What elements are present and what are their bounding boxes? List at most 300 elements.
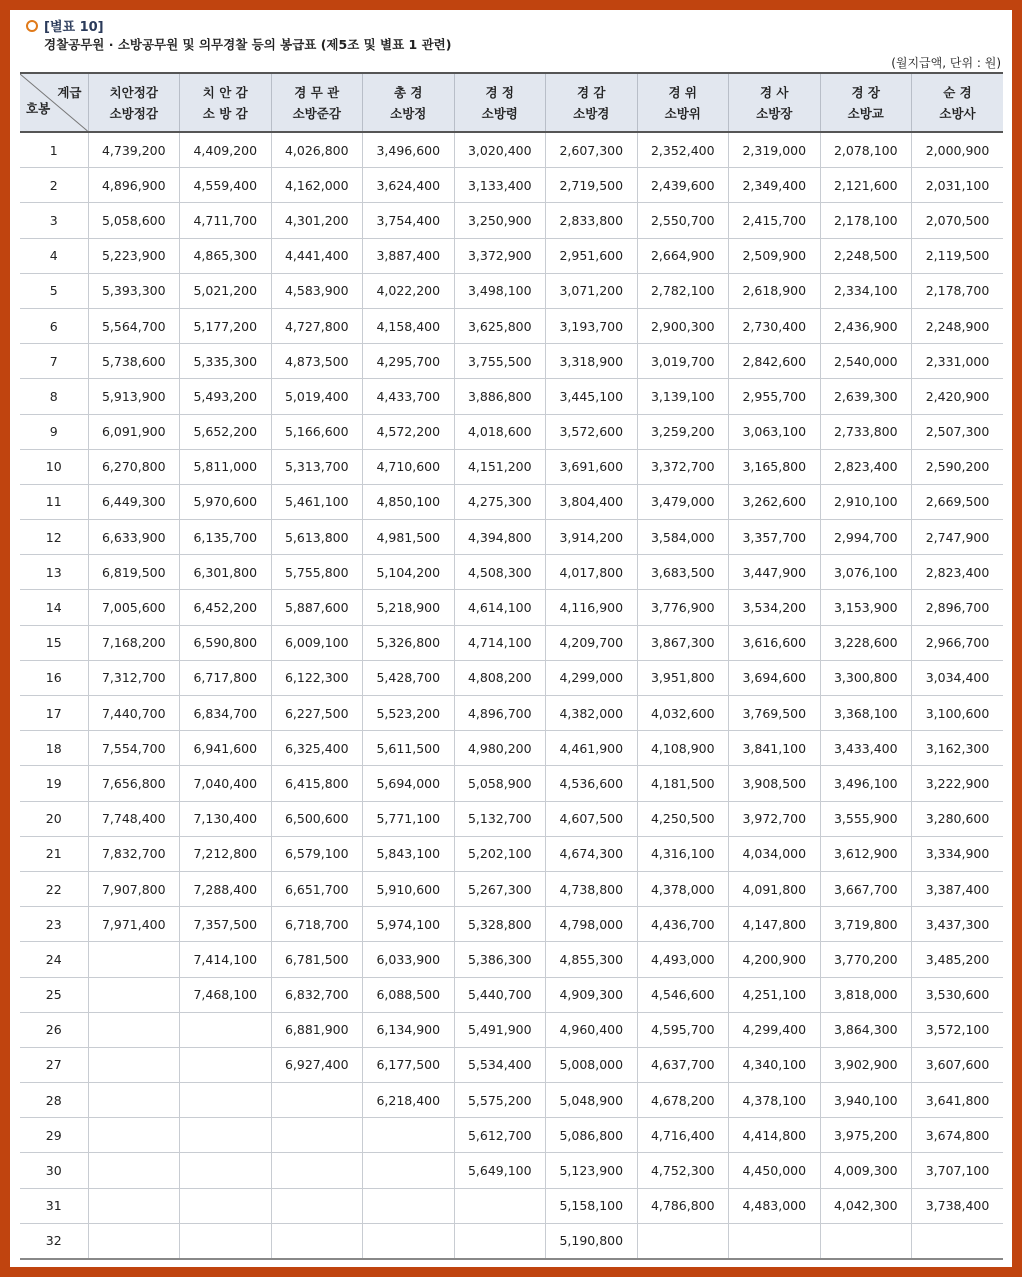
salary-cell (88, 977, 180, 1012)
table-row (20, 1083, 1003, 1118)
salary-cell: 2,248,900 (912, 308, 1004, 343)
salary-cell: 6,301,800 (180, 555, 272, 590)
table-row (20, 660, 1003, 695)
salary-cell: 2,507,300 (912, 414, 1004, 449)
salary-cell: 3,222,900 (912, 766, 1004, 801)
salary-cell: 7,005,600 (88, 590, 180, 625)
salary-cell: 2,833,800 (546, 203, 638, 238)
salary-cell: 6,633,900 (88, 520, 180, 555)
salary-cell (88, 1118, 180, 1153)
table-row (20, 484, 1003, 519)
salary-cell: 4,583,900 (271, 273, 363, 308)
salary-cell (637, 1223, 729, 1259)
salary-cell: 3,496,600 (363, 132, 455, 168)
salary-cell: 6,218,400 (363, 1083, 455, 1118)
salary-cell (180, 1188, 272, 1223)
salary-cell: 4,441,400 (271, 238, 363, 273)
salary-cell: 5,491,900 (454, 1012, 546, 1047)
column-header-fire-rank: 소방교 (847, 105, 884, 121)
salary-cell: 6,590,800 (180, 625, 272, 660)
salary-cell: 3,334,900 (912, 836, 1004, 871)
salary-cell: 3,280,600 (912, 801, 1004, 836)
salary-cell: 3,719,800 (820, 907, 912, 942)
salary-cell: 3,318,900 (546, 344, 638, 379)
salary-cell: 3,691,600 (546, 449, 638, 484)
salary-cell: 4,739,200 (88, 132, 180, 168)
salary-cell: 5,058,600 (88, 203, 180, 238)
salary-cell: 2,823,400 (820, 449, 912, 484)
salary-cell: 2,352,400 (637, 132, 729, 168)
salary-cell: 3,034,400 (912, 660, 1004, 695)
step-cell: 18 (20, 731, 88, 766)
salary-cell: 3,674,800 (912, 1118, 1004, 1153)
column-header-police-rank: 경 사 (759, 84, 789, 100)
salary-cell: 4,158,400 (363, 308, 455, 343)
salary-cell: 7,414,100 (180, 942, 272, 977)
salary-cell: 4,786,800 (637, 1188, 729, 1223)
salary-cell: 2,618,900 (729, 273, 821, 308)
salary-cell: 4,572,200 (363, 414, 455, 449)
salary-cell: 2,178,700 (912, 273, 1004, 308)
salary-cell: 3,625,800 (454, 308, 546, 343)
step-cell: 12 (20, 520, 88, 555)
salary-cell: 6,135,700 (180, 520, 272, 555)
salary-cell: 3,262,600 (729, 484, 821, 519)
table-row (20, 731, 1003, 766)
step-cell: 13 (20, 555, 88, 590)
column-header-police-rank: 경 무 관 (294, 84, 340, 100)
salary-cell (88, 1153, 180, 1188)
salary-cell: 3,902,900 (820, 1047, 912, 1082)
salary-cell: 7,288,400 (180, 871, 272, 906)
salary-cell: 4,108,900 (637, 731, 729, 766)
salary-cell: 3,776,900 (637, 590, 729, 625)
salary-cell: 3,228,600 (820, 625, 912, 660)
salary-cell: 6,177,500 (363, 1047, 455, 1082)
salary-cell: 5,461,100 (271, 484, 363, 519)
salary-cell: 7,468,100 (180, 977, 272, 1012)
table-row (20, 414, 1003, 449)
table-row (20, 449, 1003, 484)
table-row (20, 696, 1003, 731)
salary-cell: 3,153,900 (820, 590, 912, 625)
salary-cell: 2,782,100 (637, 273, 729, 308)
salary-cell: 4,147,800 (729, 907, 821, 942)
salary-cell: 3,259,200 (637, 414, 729, 449)
salary-cell: 4,250,500 (637, 801, 729, 836)
salary-cell: 3,572,100 (912, 1012, 1004, 1047)
salary-cell: 3,387,400 (912, 871, 1004, 906)
salary-cell: 7,554,700 (88, 731, 180, 766)
column-header-police-rank: 치 안 감 (202, 84, 248, 100)
salary-cell (180, 1047, 272, 1082)
salary-cell (454, 1188, 546, 1223)
salary-cell (271, 1188, 363, 1223)
step-cell: 8 (20, 379, 88, 414)
salary-cell (180, 1118, 272, 1153)
step-cell: 22 (20, 871, 88, 906)
column-header (637, 73, 729, 132)
salary-cell: 5,021,200 (180, 273, 272, 308)
salary-cell: 5,564,700 (88, 308, 180, 343)
salary-cell: 4,981,500 (363, 520, 455, 555)
table-row (20, 238, 1003, 273)
salary-cell: 2,955,700 (729, 379, 821, 414)
salary-cell: 4,714,100 (454, 625, 546, 660)
table-row (20, 308, 1003, 343)
salary-cell: 5,123,900 (546, 1153, 638, 1188)
step-cell: 25 (20, 977, 88, 1012)
step-cell: 29 (20, 1118, 88, 1153)
salary-cell: 2,420,900 (912, 379, 1004, 414)
salary-cell (271, 1083, 363, 1118)
salary-cell: 3,019,700 (637, 344, 729, 379)
salary-cell: 4,299,400 (729, 1012, 821, 1047)
salary-cell: 5,158,100 (546, 1188, 638, 1223)
salary-cell: 5,086,800 (546, 1118, 638, 1153)
salary-cell: 3,368,100 (820, 696, 912, 731)
salary-cell: 5,058,900 (454, 766, 546, 801)
salary-cell: 4,450,000 (729, 1153, 821, 1188)
salary-cell: 5,649,100 (454, 1153, 546, 1188)
table-row (20, 168, 1003, 203)
salary-cell (180, 1012, 272, 1047)
salary-cell: 4,295,700 (363, 344, 455, 379)
salary-cell: 4,508,300 (454, 555, 546, 590)
salary-cell: 2,550,700 (637, 203, 729, 238)
salary-cell: 4,378,000 (637, 871, 729, 906)
table-row (20, 836, 1003, 871)
salary-cell: 4,738,800 (546, 871, 638, 906)
table-row (20, 203, 1003, 238)
column-header-police-rank: 총 경 (393, 84, 423, 100)
salary-cell (180, 1083, 272, 1118)
salary-cell: 7,656,800 (88, 766, 180, 801)
salary-cell: 3,372,700 (637, 449, 729, 484)
column-header (454, 73, 546, 132)
salary-cell: 4,716,400 (637, 1118, 729, 1153)
column-header-police-rank: 경 위 (668, 84, 697, 100)
salary-cell (912, 1223, 1004, 1259)
salary-cell: 4,378,100 (729, 1083, 821, 1118)
step-cell: 2 (20, 168, 88, 203)
salary-cell: 5,048,900 (546, 1083, 638, 1118)
table-row (20, 625, 1003, 660)
salary-cell (88, 1012, 180, 1047)
salary-cell (271, 1223, 363, 1259)
salary-cell (88, 1223, 180, 1259)
salary-cell: 3,683,500 (637, 555, 729, 590)
column-header (820, 73, 912, 132)
step-cell: 17 (20, 696, 88, 731)
salary-cell: 4,275,300 (454, 484, 546, 519)
salary-cell: 7,212,800 (180, 836, 272, 871)
salary-cell: 4,042,300 (820, 1188, 912, 1223)
salary-cell: 4,034,000 (729, 836, 821, 871)
step-cell: 15 (20, 625, 88, 660)
header-row (20, 73, 1003, 132)
salary-cell: 3,076,100 (820, 555, 912, 590)
salary-cell: 4,316,100 (637, 836, 729, 871)
salary-cell: 4,614,100 (454, 590, 546, 625)
salary-cell: 4,299,000 (546, 660, 638, 695)
step-cell: 32 (20, 1223, 88, 1259)
column-header-police-rank: 경 장 (851, 84, 880, 100)
salary-cell: 5,970,600 (180, 484, 272, 519)
table-row (20, 1118, 1003, 1153)
document-page (10, 10, 1012, 1267)
salary-cell: 3,707,100 (912, 1153, 1004, 1188)
step-cell: 19 (20, 766, 88, 801)
salary-cell: 5,694,000 (363, 766, 455, 801)
salary-cell: 7,748,400 (88, 801, 180, 836)
salary-cell: 2,178,100 (820, 203, 912, 238)
table-row (20, 1012, 1003, 1047)
salary-cell: 4,678,200 (637, 1083, 729, 1118)
salary-cell (363, 1153, 455, 1188)
salary-cell: 6,325,400 (271, 731, 363, 766)
salary-cell: 3,447,900 (729, 555, 821, 590)
salary-cell: 5,267,300 (454, 871, 546, 906)
salary-cell: 5,440,700 (454, 977, 546, 1012)
salary-cell: 4,798,000 (546, 907, 638, 942)
salary-cell: 4,808,200 (454, 660, 546, 695)
salary-cell: 2,415,700 (729, 203, 821, 238)
column-header (88, 73, 180, 132)
salary-cell: 3,607,600 (912, 1047, 1004, 1082)
salary-cell: 4,559,400 (180, 168, 272, 203)
salary-cell: 5,611,500 (363, 731, 455, 766)
salary-cell: 3,641,800 (912, 1083, 1004, 1118)
column-header-fire-rank: 소방준감 (292, 105, 341, 121)
salary-cell: 6,270,800 (88, 449, 180, 484)
column-header-police-rank: 경 감 (576, 84, 606, 100)
salary-cell: 4,200,900 (729, 942, 821, 977)
salary-cell: 2,070,500 (912, 203, 1004, 238)
salary-cell (454, 1223, 546, 1259)
salary-cell: 2,590,200 (912, 449, 1004, 484)
salary-cell: 3,193,700 (546, 308, 638, 343)
salary-cell: 3,250,900 (454, 203, 546, 238)
salary-cell: 5,910,600 (363, 871, 455, 906)
column-header-police-rank: 경 정 (485, 84, 514, 100)
salary-cell: 2,823,400 (912, 555, 1004, 590)
table-row (20, 801, 1003, 836)
salary-cell: 6,122,300 (271, 660, 363, 695)
salary-cell (820, 1223, 912, 1259)
salary-cell: 6,819,500 (88, 555, 180, 590)
salary-cell: 7,832,700 (88, 836, 180, 871)
salary-cell: 5,177,200 (180, 308, 272, 343)
corner-rank-label: 계급 (57, 85, 82, 100)
salary-cell: 4,340,100 (729, 1047, 821, 1082)
document-title: 경찰공무원 · 소방공무원 및 의무경찰 등의 봉급표 (제5조 및 별표 1 관련) (44, 37, 452, 52)
salary-cell: 4,865,300 (180, 238, 272, 273)
table-row (20, 273, 1003, 308)
salary-cell: 2,664,900 (637, 238, 729, 273)
step-cell: 5 (20, 273, 88, 308)
salary-cell: 5,132,700 (454, 801, 546, 836)
salary-cell (363, 1118, 455, 1153)
salary-cell (271, 1118, 363, 1153)
salary-cell: 2,747,900 (912, 520, 1004, 555)
salary-cell: 5,202,100 (454, 836, 546, 871)
salary-cell: 4,022,200 (363, 273, 455, 308)
salary-cell: 4,607,500 (546, 801, 638, 836)
salary-cell: 7,357,500 (180, 907, 272, 942)
salary-cell: 3,162,300 (912, 731, 1004, 766)
column-header (271, 73, 363, 132)
salary-cell: 3,496,100 (820, 766, 912, 801)
salary-cell: 6,834,700 (180, 696, 272, 731)
salary-cell: 3,555,900 (820, 801, 912, 836)
salary-cell: 3,530,600 (912, 977, 1004, 1012)
salary-cell: 6,927,400 (271, 1047, 363, 1082)
salary-cell: 3,020,400 (454, 132, 546, 168)
salary-cell: 3,445,100 (546, 379, 638, 414)
column-header-fire-rank: 소방정감 (109, 105, 158, 121)
salary-cell: 4,896,900 (88, 168, 180, 203)
salary-cell: 2,896,700 (912, 590, 1004, 625)
salary-cell: 4,727,800 (271, 308, 363, 343)
salary-cell: 5,887,600 (271, 590, 363, 625)
salary-cell: 6,088,500 (363, 977, 455, 1012)
salary-cell: 5,428,700 (363, 660, 455, 695)
salary-cell (180, 1153, 272, 1188)
salary-cell: 2,540,000 (820, 344, 912, 379)
salary-cell: 3,841,100 (729, 731, 821, 766)
salary-cell: 4,960,400 (546, 1012, 638, 1047)
salary-cell: 3,100,600 (912, 696, 1004, 731)
table-row (20, 907, 1003, 942)
salary-cell: 3,433,400 (820, 731, 912, 766)
salary-cell: 3,479,000 (637, 484, 729, 519)
salary-cell: 5,652,200 (180, 414, 272, 449)
salary-cell: 3,694,600 (729, 660, 821, 695)
salary-cell: 3,616,600 (729, 625, 821, 660)
salary-cell: 5,811,000 (180, 449, 272, 484)
salary-cell (271, 1153, 363, 1188)
salary-cell: 3,534,200 (729, 590, 821, 625)
step-cell: 28 (20, 1083, 88, 1118)
salary-cell: 4,394,800 (454, 520, 546, 555)
salary-cell: 5,738,600 (88, 344, 180, 379)
salary-cell: 4,710,600 (363, 449, 455, 484)
salary-cell: 6,415,800 (271, 766, 363, 801)
salary-cell: 3,300,800 (820, 660, 912, 695)
salary-cell: 3,357,700 (729, 520, 821, 555)
column-header (912, 73, 1004, 132)
circle-bullet-icon (26, 20, 38, 32)
salary-cell: 7,971,400 (88, 907, 180, 942)
salary-cell: 6,009,100 (271, 625, 363, 660)
salary-cell: 7,907,800 (88, 871, 180, 906)
salary-cell: 3,940,100 (820, 1083, 912, 1118)
salary-cell: 3,770,200 (820, 942, 912, 977)
salary-cell: 7,440,700 (88, 696, 180, 731)
salary-cell: 3,498,100 (454, 273, 546, 308)
salary-cell: 2,669,500 (912, 484, 1004, 519)
salary-cell: 2,910,100 (820, 484, 912, 519)
table-row (20, 590, 1003, 625)
column-header-fire-rank: 소 방 감 (202, 105, 248, 121)
salary-cell: 2,994,700 (820, 520, 912, 555)
salary-cell: 3,485,200 (912, 942, 1004, 977)
salary-cell: 3,584,000 (637, 520, 729, 555)
column-header-police-rank: 순 경 (943, 84, 972, 100)
salary-cell: 4,409,200 (180, 132, 272, 168)
salary-cell: 3,887,400 (363, 238, 455, 273)
step-cell: 10 (20, 449, 88, 484)
column-header-fire-rank: 소방경 (573, 105, 610, 121)
salary-cell: 5,328,800 (454, 907, 546, 942)
salary-cell: 5,223,900 (88, 238, 180, 273)
column-header-fire-rank: 소방정 (390, 105, 427, 121)
salary-cell: 5,190,800 (546, 1223, 638, 1259)
column-header-fire-rank: 소방사 (939, 105, 976, 121)
salary-cell: 4,382,000 (546, 696, 638, 731)
salary-cell: 2,331,000 (912, 344, 1004, 379)
salary-cell: 5,326,800 (363, 625, 455, 660)
table-row (20, 555, 1003, 590)
salary-cell: 2,078,100 (820, 132, 912, 168)
salary-cell: 6,651,700 (271, 871, 363, 906)
step-cell: 20 (20, 801, 88, 836)
salary-cell (729, 1223, 821, 1259)
reference-label (26, 16, 104, 35)
step-cell: 11 (20, 484, 88, 519)
salary-cell: 2,248,500 (820, 238, 912, 273)
salary-cell: 5,019,400 (271, 379, 363, 414)
salary-cell: 3,667,700 (820, 871, 912, 906)
salary-cell: 5,218,900 (363, 590, 455, 625)
table-row (20, 344, 1003, 379)
step-cell: 3 (20, 203, 88, 238)
column-header (546, 73, 638, 132)
corner-header (20, 73, 88, 132)
salary-cell: 4,251,100 (729, 977, 821, 1012)
unit-note: (월지급액, 단위 : 원) (891, 56, 1001, 70)
table-row (20, 1223, 1003, 1259)
salary-cell: 3,951,800 (637, 660, 729, 695)
salary-cell: 6,579,100 (271, 836, 363, 871)
salary-cell: 2,439,600 (637, 168, 729, 203)
salary-cell (363, 1223, 455, 1259)
salary-cell: 2,730,400 (729, 308, 821, 343)
salary-cell: 4,752,300 (637, 1153, 729, 1188)
reference-text: [별표 10] (44, 20, 104, 35)
salary-cell (180, 1223, 272, 1259)
salary-cell: 4,536,600 (546, 766, 638, 801)
salary-cell (363, 1188, 455, 1223)
salary-cell: 4,493,000 (637, 942, 729, 977)
step-cell: 1 (20, 132, 88, 168)
table-row (20, 977, 1003, 1012)
column-header-fire-rank: 소방위 (664, 105, 701, 121)
salary-cell: 6,033,900 (363, 942, 455, 977)
salary-cell: 2,842,600 (729, 344, 821, 379)
table-row (20, 520, 1003, 555)
salary-cell: 4,026,800 (271, 132, 363, 168)
salary-cell: 5,313,700 (271, 449, 363, 484)
salary-cell: 3,867,300 (637, 625, 729, 660)
salary-cell: 6,941,600 (180, 731, 272, 766)
salary-cell: 6,091,900 (88, 414, 180, 449)
salary-cell: 3,864,300 (820, 1012, 912, 1047)
salary-cell: 4,595,700 (637, 1012, 729, 1047)
salary-cell: 4,896,700 (454, 696, 546, 731)
salary-cell: 3,133,400 (454, 168, 546, 203)
